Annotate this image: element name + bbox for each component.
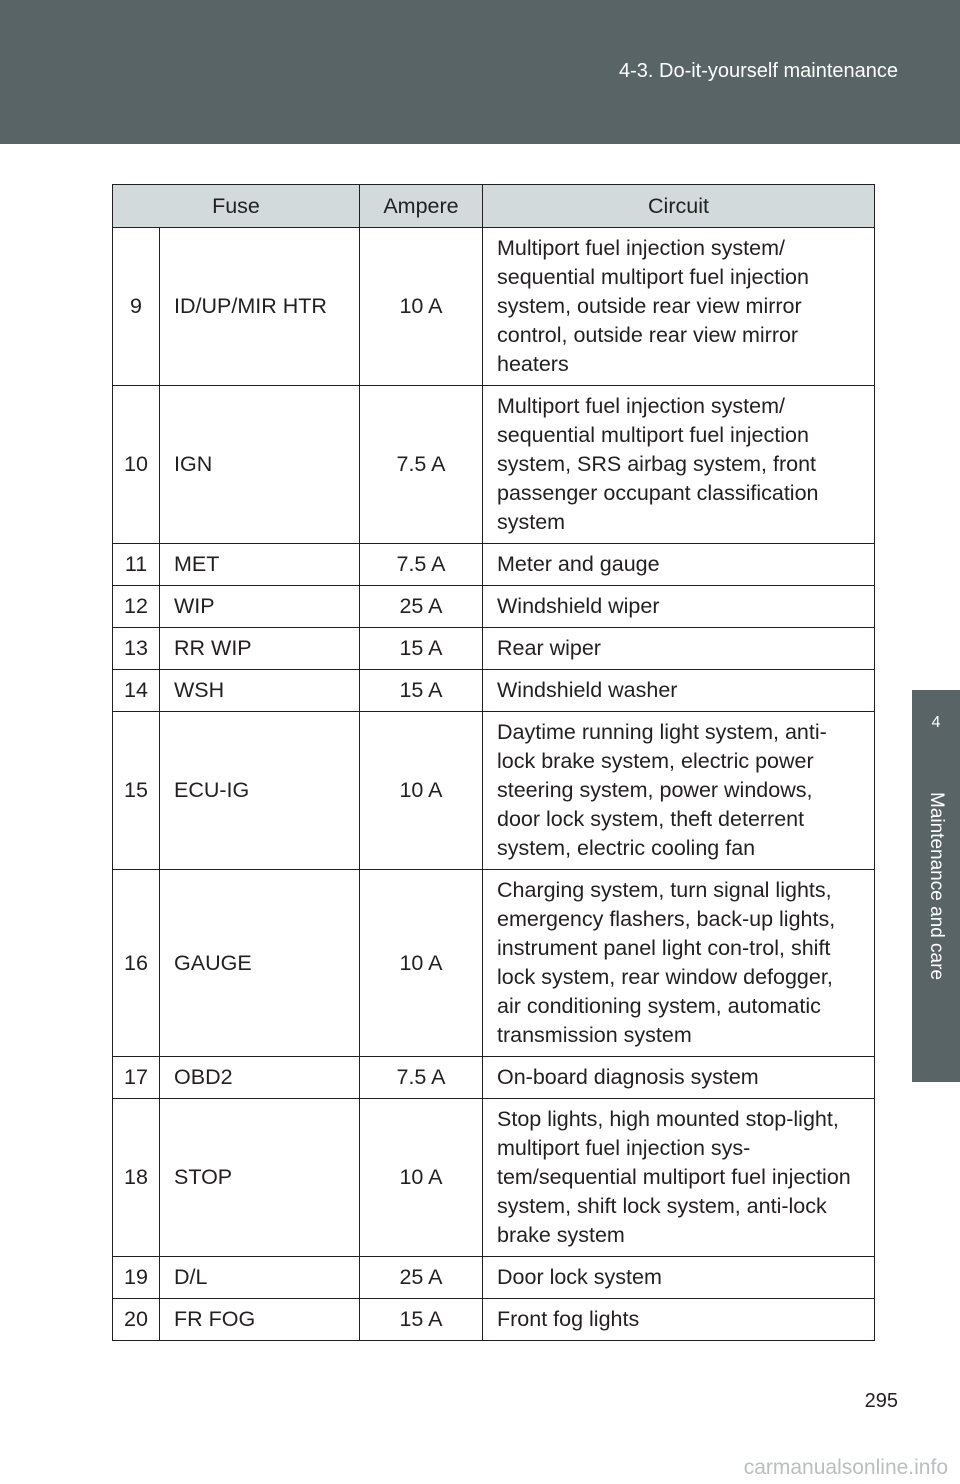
ampere-cell: 7.5 A xyxy=(360,544,483,586)
circuit-cell: Rear wiper xyxy=(483,628,875,670)
table-row xyxy=(113,586,875,628)
fuse-column-header: Fuse xyxy=(113,185,360,228)
fuse-name-cell: OBD2 xyxy=(160,1057,360,1099)
fuse-number-cell: 18 xyxy=(113,1099,160,1257)
circuit-cell: Stop lights, high mounted stop-light, multiport fuel injection sys-tem/sequential multiport fuel injection system, shift lock system, anti-lock brake system xyxy=(483,1099,875,1257)
ampere-cell: 10 A xyxy=(360,870,483,1057)
chapter-number: 4 xyxy=(931,714,941,731)
table-row xyxy=(113,1299,875,1341)
section-title: 4-3. Do-it-yourself maintenance xyxy=(618,60,898,82)
fuse-name-cell: STOP xyxy=(160,1099,360,1257)
table-row xyxy=(113,628,875,670)
circuit-column-header: Circuit xyxy=(483,185,875,228)
header-band xyxy=(0,0,960,144)
fuse-number-cell: 12 xyxy=(113,586,160,628)
chapter-side-tab xyxy=(912,690,960,1082)
table-row xyxy=(113,670,875,712)
fuse-name-cell: IGN xyxy=(160,386,360,544)
table-row xyxy=(113,1257,875,1299)
fuse-name-cell: ID/UP/MIR HTR xyxy=(160,228,360,386)
ampere-cell: 10 A xyxy=(360,712,483,870)
circuit-cell: Multiport fuel injection system/ sequential multiport fuel injection system, outside rear view mirror control, outside rear view mirror heaters xyxy=(483,228,875,386)
fuse-number-cell: 20 xyxy=(113,1299,160,1341)
circuit-cell: Door lock system xyxy=(483,1257,875,1299)
circuit-cell: Daytime running light system, anti-lock brake system, electric power steering system, power windows, door lock system, theft deterrent system, electric cooling fan xyxy=(483,712,875,870)
fuse-number-cell: 10 xyxy=(113,386,160,544)
watermark: carmanualsonline.info xyxy=(743,1456,948,1479)
circuit-cell: Multiport fuel injection system/ sequential multiport fuel injection system, SRS airbag system, front passenger occupant classification system xyxy=(483,386,875,544)
fuse-name-cell: RR WIP xyxy=(160,628,360,670)
table-row xyxy=(113,1057,875,1099)
ampere-cell: 15 A xyxy=(360,670,483,712)
fuse-name-cell: WIP xyxy=(160,586,360,628)
ampere-cell: 7.5 A xyxy=(360,386,483,544)
circuit-cell: Meter and gauge xyxy=(483,544,875,586)
circuit-cell: On-board diagnosis system xyxy=(483,1057,875,1099)
ampere-cell: 25 A xyxy=(360,1257,483,1299)
table-row xyxy=(113,386,875,544)
table-header-row xyxy=(113,185,875,228)
ampere-cell: 10 A xyxy=(360,1099,483,1257)
fuse-name-cell: WSH xyxy=(160,670,360,712)
table-row xyxy=(113,870,875,1057)
fuse-name-cell: MET xyxy=(160,544,360,586)
fuse-number-cell: 11 xyxy=(113,544,160,586)
table-row xyxy=(113,544,875,586)
fuse-number-cell: 16 xyxy=(113,870,160,1057)
ampere-cell: 15 A xyxy=(360,1299,483,1341)
fuse-table-body xyxy=(113,228,875,1341)
ampere-cell: 10 A xyxy=(360,228,483,386)
ampere-cell: 25 A xyxy=(360,586,483,628)
fuse-table xyxy=(112,184,875,1341)
ampere-cell: 7.5 A xyxy=(360,1057,483,1099)
table-row xyxy=(113,228,875,386)
fuse-name-cell: FR FOG xyxy=(160,1299,360,1341)
fuse-number-cell: 14 xyxy=(113,670,160,712)
fuse-number-cell: 15 xyxy=(113,712,160,870)
fuse-name-cell: D/L xyxy=(160,1257,360,1299)
fuse-number-cell: 13 xyxy=(113,628,160,670)
table-row xyxy=(113,712,875,870)
page-number: 295 xyxy=(864,1390,898,1412)
ampere-column-header: Ampere xyxy=(360,185,483,228)
chapter-title: Maintenance and care xyxy=(926,792,947,981)
fuse-number-cell: 17 xyxy=(113,1057,160,1099)
circuit-cell: Front fog lights xyxy=(483,1299,875,1341)
fuse-name-cell: GAUGE xyxy=(160,870,360,1057)
ampere-cell: 15 A xyxy=(360,628,483,670)
circuit-cell: Windshield washer xyxy=(483,670,875,712)
fuse-number-cell: 9 xyxy=(113,228,160,386)
circuit-cell: Windshield wiper xyxy=(483,586,875,628)
fuse-name-cell: ECU-IG xyxy=(160,712,360,870)
table-row xyxy=(113,1099,875,1257)
fuse-number-cell: 19 xyxy=(113,1257,160,1299)
circuit-cell: Charging system, turn signal lights, emergency flashers, back-up lights, instrument panel light con-trol, shift lock system, rear window defogger, air conditioning system, automatic transmission system xyxy=(483,870,875,1057)
